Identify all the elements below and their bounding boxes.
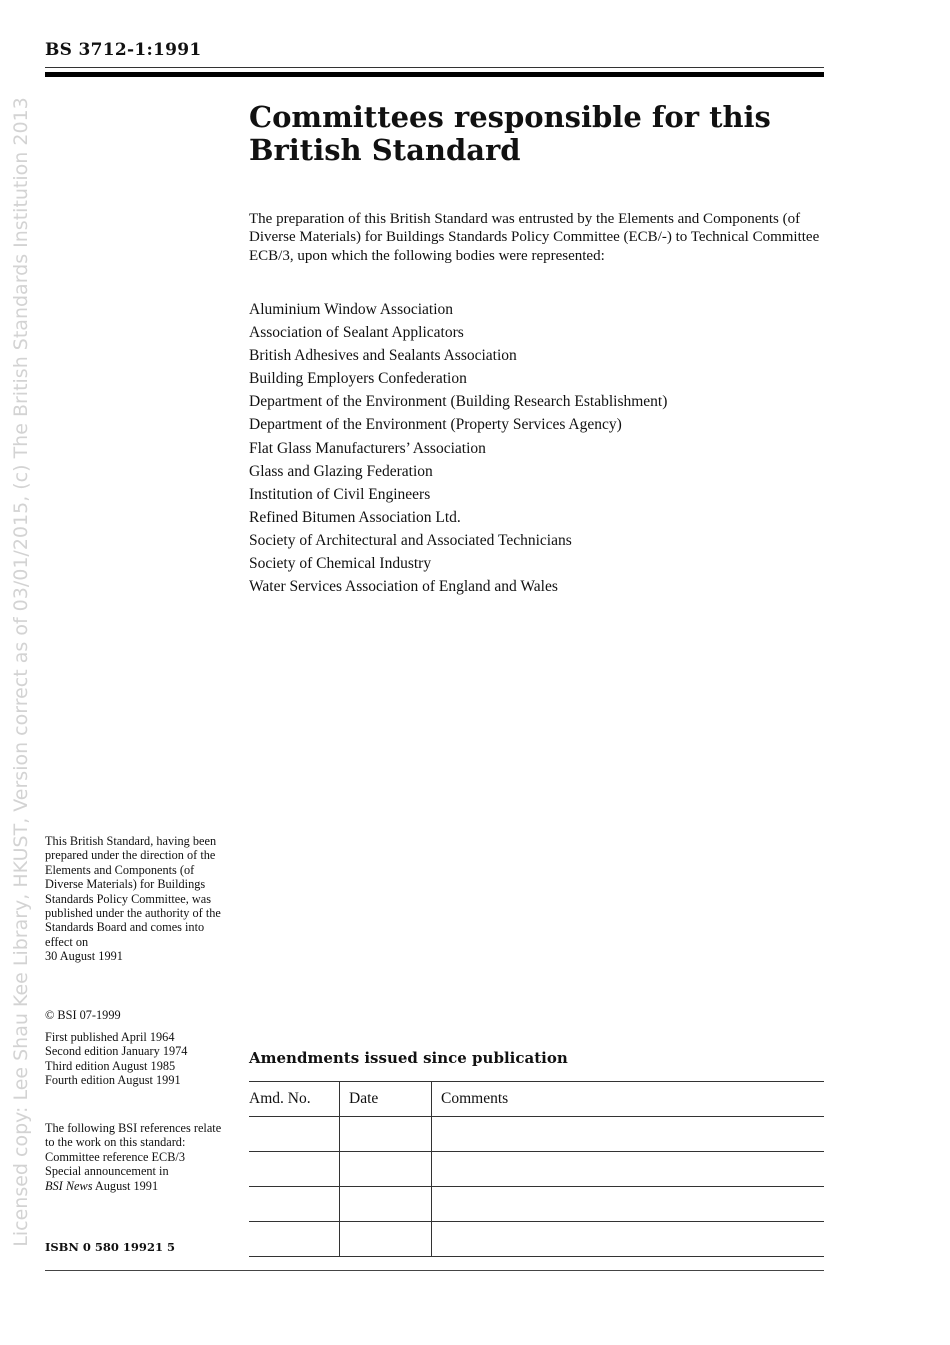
publication-note: [45, 834, 230, 964]
list-item: Department of the Environment (Property Services Agency): [249, 416, 622, 434]
table-header-row: [249, 1082, 824, 1117]
bsi-references: [45, 1121, 230, 1193]
table-cell: [432, 1222, 825, 1257]
list-item: Association of Sealant Applicators: [249, 324, 464, 342]
amendments-table: [249, 1081, 824, 1257]
table-cell: [432, 1117, 825, 1152]
edition-line: First published April 1964: [45, 1030, 175, 1044]
column-header-comments: Comments: [432, 1082, 825, 1117]
header-rule-thin: [45, 67, 824, 68]
list-item: Society of Chemical Industry: [249, 555, 432, 573]
license-watermark: Licensed copy: Lee Shau Kee Library, HKUST, Version correct as of 03/01/2015, (c) The British Standards Institution 2013: [10, 97, 32, 1247]
title-line-2: British Standard: [249, 133, 521, 167]
table-cell: [340, 1117, 432, 1152]
footer-rule: [45, 1270, 824, 1271]
copyright-text: © BSI 07-1999: [45, 1008, 121, 1022]
table-cell: [340, 1152, 432, 1187]
column-header-date: Date: [340, 1082, 432, 1117]
table-cell: [340, 1222, 432, 1257]
edition-line: Fourth edition August 1991: [45, 1073, 181, 1088]
references-intro: The following BSI references relate to the work on this standard:: [45, 1121, 222, 1150]
bsi-news-date: August 1991: [94, 1178, 159, 1193]
table-row: [249, 1222, 824, 1257]
table-row: [249, 1187, 824, 1222]
table-cell: [432, 1187, 825, 1222]
edition-history: [45, 1030, 230, 1088]
list-item: Institution of Civil Engineers: [249, 485, 431, 503]
list-item: Society of Architectural and Associated Technicians: [249, 531, 572, 549]
table-cell: [249, 1222, 340, 1257]
represented-bodies-list: [249, 298, 667, 598]
edition-line: Second edition January 1974: [45, 1044, 188, 1059]
list-item: Flat Glass Manufacturers’ Association: [249, 439, 486, 457]
column-header-amd-no: Amd. No.: [249, 1082, 340, 1117]
list-item: Aluminium Window Association: [249, 301, 454, 318]
list-item: Building Employers Confederation: [249, 370, 467, 388]
table-cell: [249, 1117, 340, 1152]
table-cell: [249, 1187, 340, 1222]
table-row: [249, 1152, 824, 1187]
title-line-1: Committees responsible for this: [249, 100, 771, 134]
list-item: British Adhesives and Sealants Association: [249, 347, 517, 365]
bsi-news-title: BSI News: [45, 1178, 93, 1193]
effective-date: 30 August 1991: [45, 949, 123, 964]
list-item: Department of the Environment (Building Research Establishment): [249, 393, 668, 411]
header-rule-thick: [45, 72, 824, 77]
page-title: [249, 101, 809, 167]
publication-note-text: This British Standard, having been prepared under the direction of the Elements and Components (of Diverse Materials) for Buildings Standards Policy Committee, was published under the authority of the Standards Board and comes into effect on: [45, 834, 221, 949]
document-code: BS 3712-1:1991: [45, 40, 202, 60]
isbn: ISBN 0 580 19921 5: [45, 1240, 175, 1254]
list-item: Glass and Glazing Federation: [249, 462, 433, 480]
list-item: Water Services Association of England and Wales: [249, 578, 558, 596]
intro-paragraph: The preparation of this British Standard was entrusted by the Elements and Components (of Diverse Materials) for Buildings Standards Policy Committee (ECB/-) to Technical Committee ECB/3, upon which the following bodies were represented:: [249, 211, 820, 264]
list-item: Refined Bitumen Association Ltd.: [249, 508, 461, 526]
amendments-heading: Amendments issued since publication: [249, 1049, 568, 1067]
edition-line: Third edition August 1985: [45, 1058, 176, 1073]
committee-reference: Committee reference ECB/3: [45, 1149, 185, 1164]
table-row: [249, 1117, 824, 1152]
table-cell: [340, 1187, 432, 1222]
announcement-label: Special announcement in: [45, 1164, 169, 1179]
special-announcement: [45, 1164, 230, 1193]
table-cell: [249, 1152, 340, 1187]
copyright-notice: [45, 1008, 230, 1022]
table-cell: [432, 1152, 825, 1187]
